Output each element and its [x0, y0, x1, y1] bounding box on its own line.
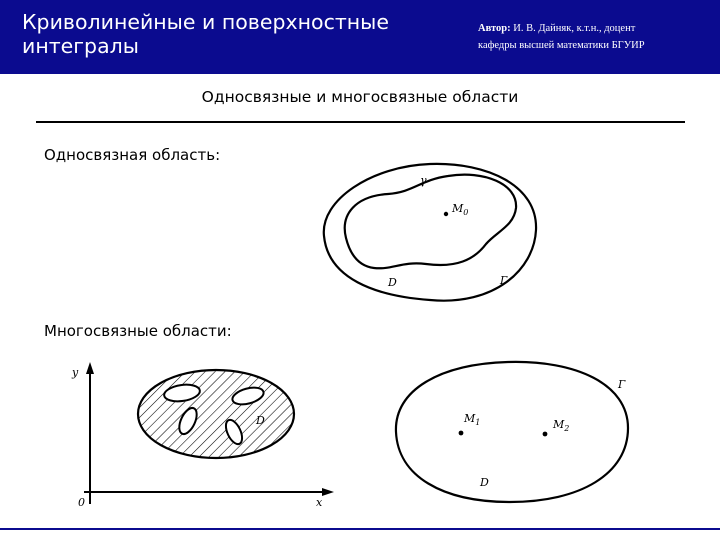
author-line-1 [478, 20, 714, 37]
y-axis-label: y [72, 366, 79, 379]
title-line-1: Криволинейные и поверхностные [22, 10, 389, 34]
point-m2-subscript: 2 [564, 424, 570, 433]
origin-label: 0 [78, 496, 85, 509]
point-m1-label [463, 412, 480, 427]
point-m1-subscript: 1 [475, 418, 481, 427]
simply-connected-figure [302, 140, 548, 316]
author-info [478, 20, 714, 54]
author-label: Автор: [478, 23, 511, 34]
point-m2-label [552, 418, 569, 433]
author-line-2: кафедры высшей математики БГУИР [478, 40, 645, 51]
point-m0-letter: M [452, 202, 464, 215]
y-axis-arrow [86, 362, 94, 374]
boundary-label: Г [500, 274, 508, 287]
point-m0-subscript: 0 [463, 208, 469, 217]
inner-contour-curve [345, 175, 516, 269]
slide-title [22, 10, 442, 58]
hatched-region-figure [66, 352, 340, 512]
punctured-region-diagram [380, 350, 648, 512]
boundary-label: Г [618, 378, 626, 391]
point-m2-marker [543, 432, 548, 437]
multiply-connected-label: Многосвязные области: [44, 322, 232, 340]
point-m0-label [451, 202, 468, 217]
x-axis-arrow [322, 488, 334, 496]
slide-header [0, 0, 720, 74]
gamma-label: γ [420, 174, 427, 187]
domain-label: D [256, 414, 265, 427]
slide-subtitle: Односвязные и многосвязные области [201, 88, 519, 106]
point-m2-letter: M [553, 418, 565, 431]
x-axis-label: x [316, 496, 323, 509]
simply-connected-diagram [302, 140, 548, 316]
point-m0-marker [444, 212, 448, 216]
author-name: И. В. Дайняк, к.т.н., доцент [513, 23, 636, 34]
region-boundary-curve [396, 362, 628, 502]
punctured-region-figure [380, 350, 648, 512]
hatched-region-diagram [66, 352, 340, 512]
title-line-2: интегралы [22, 34, 139, 58]
point-m1-letter: M [464, 412, 476, 425]
simply-connected-label: Односвязная область: [44, 146, 221, 164]
domain-label: D [388, 276, 397, 289]
point-m1-marker [459, 431, 464, 436]
domain-label: D [480, 476, 489, 489]
bottom-border [0, 528, 720, 530]
divider-rule [36, 121, 685, 123]
